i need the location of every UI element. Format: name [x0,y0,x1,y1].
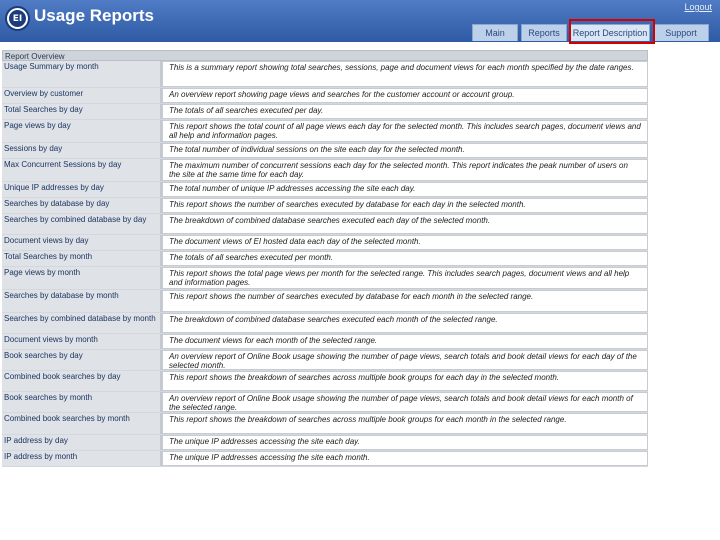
report-description: The unique IP addresses accessing the site each day. [162,435,648,450]
report-description: This report shows the breakdown of searches across multiple book groups for each month in the selected range. [162,413,648,434]
logo-text: EI [9,10,26,27]
ei-logo-icon [5,6,30,31]
tab-support[interactable]: Support [653,24,709,41]
report-description: The total number of unique IP addresses accessing the site each day. [162,182,648,197]
report-description: This report shows the number of searches executed by database for each day in the selected month. [162,198,648,213]
report-description: The breakdown of combined database searches executed each day of the selected month. [162,214,648,234]
report-name-link[interactable]: Page views by month [2,267,162,289]
table-row [2,392,648,413]
table-row [2,61,648,88]
table-row [2,251,648,267]
table-row [2,371,648,392]
table-row [2,313,648,334]
tab-main[interactable]: Main [472,24,518,41]
report-name-link[interactable]: Page views by day [2,120,162,142]
table-row [2,104,648,120]
report-description: The document views of EI hosted data each day of the selected month. [162,235,648,250]
report-name-link[interactable]: Overview by customer [2,88,162,103]
report-table [2,50,648,467]
report-name-link[interactable]: Book searches by month [2,392,162,412]
table-row [2,413,648,435]
report-description: This report shows the total page views per month for the selected range. This includes search pages, document views and all help and information pages. [162,267,648,289]
report-description: An overview report of Online Book usage showing the number of page views, search totals and book detail views for each month of the selected range. [162,392,648,412]
report-name-link[interactable]: Total Searches by day [2,104,162,119]
report-description: The maximum number of concurrent sessions each day for the selected month. This report indicates the peak number of users on the site at the same time for each day. [162,159,648,181]
report-description: The total number of individual sessions on the site each day for the selected month. [162,143,648,158]
report-description: This report shows the total count of all page views each day for the selected month. This includes search pages, document views and all help and information pages. [162,120,648,142]
table-row [2,235,648,251]
report-name-link[interactable]: Document views by month [2,334,162,349]
report-description: This report shows the breakdown of searches across multiple book groups for each day in the selected month. [162,371,648,391]
table-row [2,198,648,214]
report-description: The totals of all searches executed per day. [162,104,648,119]
report-description: The breakdown of combined database searches executed each month of the selected range. [162,313,648,333]
report-name-link[interactable]: Combined book searches by day [2,371,162,391]
report-description: The unique IP addresses accessing the site each month. [162,451,648,466]
report-name-link[interactable]: Max Concurrent Sessions by day [2,159,162,181]
report-name-link[interactable]: Searches by database by month [2,290,162,312]
tab-report-description[interactable]: Report Description [570,24,650,41]
report-name-link[interactable]: Document views by day [2,235,162,250]
table-row [2,159,648,182]
report-overview-header: Report Overview [2,50,648,61]
report-name-link[interactable]: IP address by day [2,435,162,450]
report-description: An overview report showing page views and searches for the customer account or account group. [162,88,648,103]
table-row [2,451,648,467]
table-row [2,350,648,371]
report-name-link[interactable]: Searches by combined database by month [2,313,162,333]
report-description: An overview report of Online Book usage showing the number of page views, search totals and book detail views for each day of the selected month. [162,350,648,370]
report-name-link[interactable]: Searches by combined database by day [2,214,162,234]
table-row [2,214,648,235]
report-description: The totals of all searches executed per month. [162,251,648,266]
report-name-link[interactable]: Searches by database by day [2,198,162,213]
report-rows [2,61,648,467]
table-row [2,88,648,104]
report-description: The document views for each month of the selected range. [162,334,648,349]
report-name-link[interactable]: Unique IP addresses by day [2,182,162,197]
table-row [2,120,648,143]
tab-reports[interactable]: Reports [521,24,567,41]
logout-link[interactable]: Logout [684,2,712,12]
report-name-link[interactable]: IP address by month [2,451,162,466]
report-name-link[interactable]: Book searches by day [2,350,162,370]
report-description: This is a summary report showing total searches, sessions, page and document views for each month specified by the date ranges. [162,61,648,87]
report-name-link[interactable]: Combined book searches by month [2,413,162,434]
table-row [2,334,648,350]
table-row [2,290,648,313]
page-title: Usage Reports [34,6,154,25]
table-row [2,182,648,198]
table-row [2,143,648,159]
report-name-link[interactable]: Total Searches by month [2,251,162,266]
report-name-link[interactable]: Sessions by day [2,143,162,158]
table-row [2,435,648,451]
table-row [2,267,648,290]
highlight-box [569,19,655,44]
report-name-link[interactable]: Usage Summary by month [2,61,162,87]
report-description: This report shows the number of searches executed by database for each month in the selected range. [162,290,648,312]
